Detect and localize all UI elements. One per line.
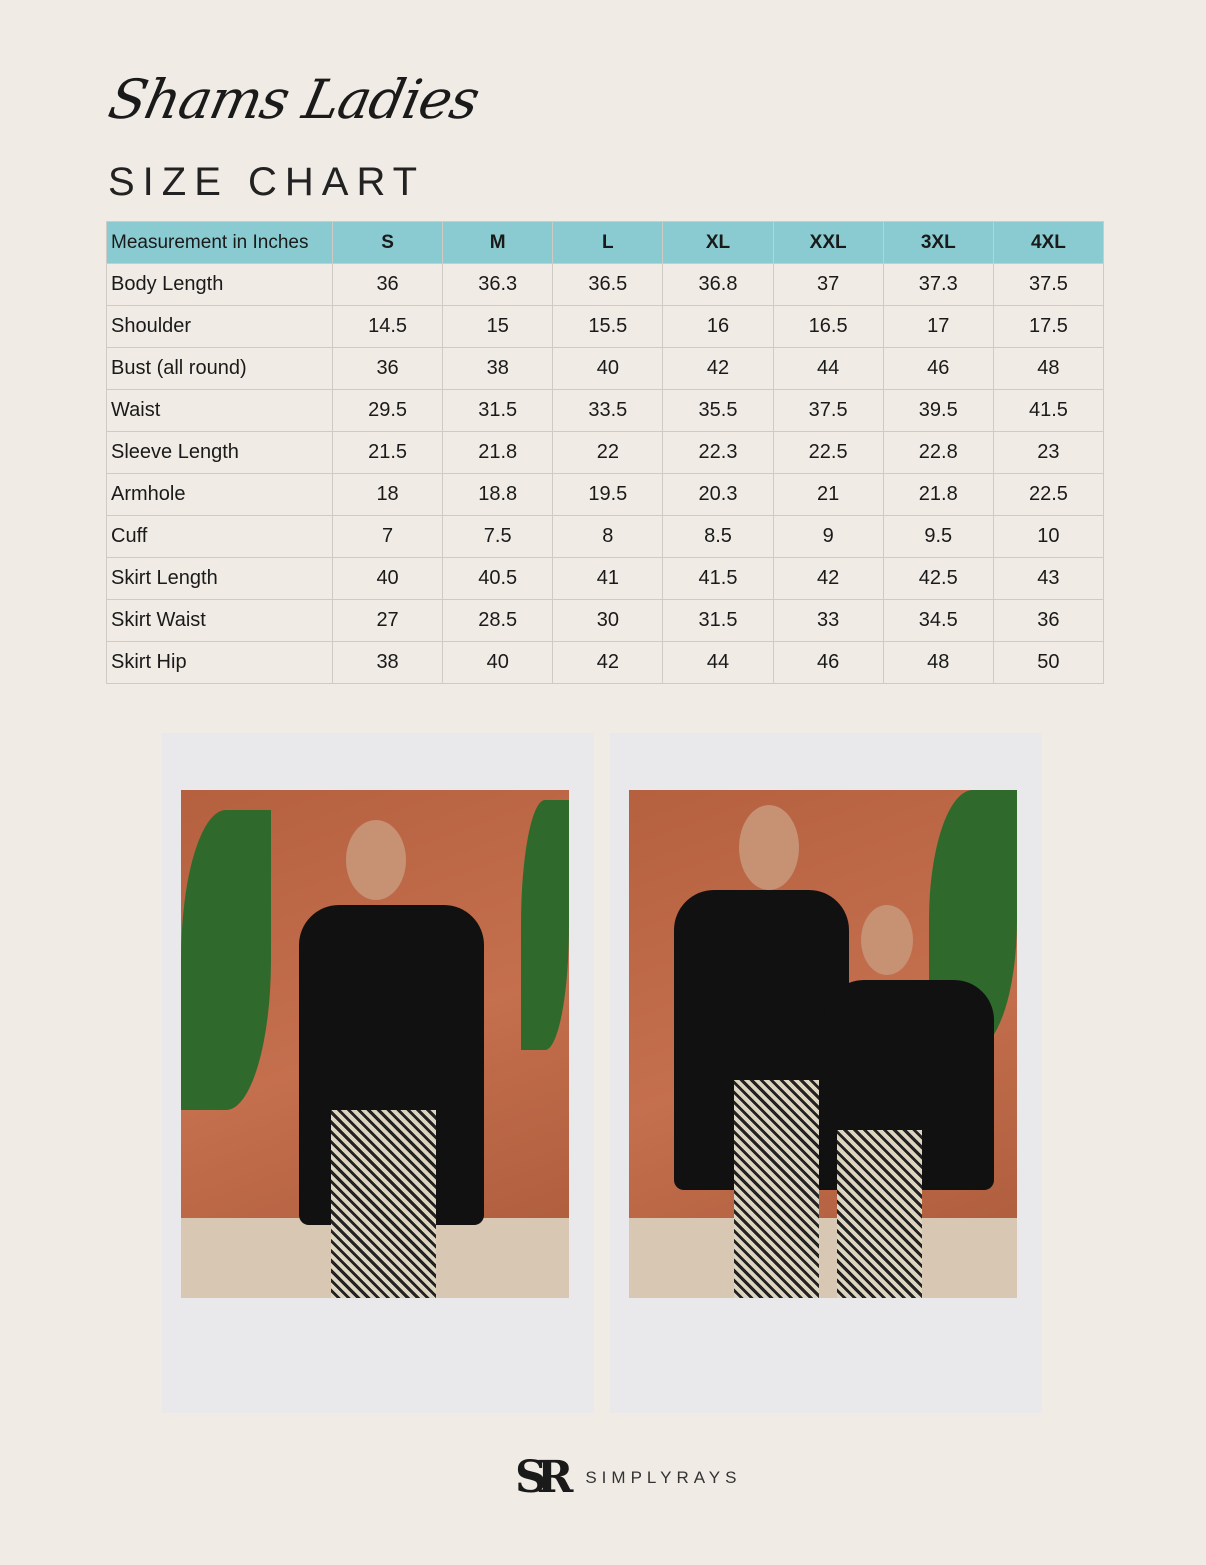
size-value-cell: 40 xyxy=(333,558,443,600)
measurement-label: Shoulder xyxy=(107,306,333,348)
size-column-header: L xyxy=(553,222,663,264)
size-value-cell: 33 xyxy=(773,600,883,642)
size-value-cell: 48 xyxy=(993,348,1103,390)
size-value-cell: 40 xyxy=(443,642,553,684)
size-value-cell: 20.3 xyxy=(663,474,773,516)
size-value-cell: 27 xyxy=(333,600,443,642)
size-value-cell: 34.5 xyxy=(883,600,993,642)
size-value-cell: 7 xyxy=(333,516,443,558)
table-row xyxy=(107,264,1104,306)
size-value-cell: 36.5 xyxy=(553,264,663,306)
size-value-cell: 22.5 xyxy=(773,432,883,474)
measurement-label: Sleeve Length xyxy=(107,432,333,474)
size-value-cell: 22.3 xyxy=(663,432,773,474)
size-value-cell: 42.5 xyxy=(883,558,993,600)
size-value-cell: 17 xyxy=(883,306,993,348)
size-value-cell: 31.5 xyxy=(443,390,553,432)
size-value-cell: 36 xyxy=(993,600,1103,642)
size-value-cell: 22.5 xyxy=(993,474,1103,516)
size-value-cell: 42 xyxy=(553,642,663,684)
size-value-cell: 37.5 xyxy=(993,264,1103,306)
size-value-cell: 36 xyxy=(333,348,443,390)
size-value-cell: 8.5 xyxy=(663,516,773,558)
size-value-cell: 36.8 xyxy=(663,264,773,306)
size-value-cell: 43 xyxy=(993,558,1103,600)
size-value-cell: 28.5 xyxy=(443,600,553,642)
size-value-cell: 44 xyxy=(773,348,883,390)
size-value-cell: 37.5 xyxy=(773,390,883,432)
size-value-cell: 21.8 xyxy=(443,432,553,474)
measurement-column-header: Measurement in Inches xyxy=(107,222,333,264)
size-value-cell: 39.5 xyxy=(883,390,993,432)
table-row xyxy=(107,642,1104,684)
size-value-cell: 22.8 xyxy=(883,432,993,474)
size-value-cell: 46 xyxy=(773,642,883,684)
size-value-cell: 9 xyxy=(773,516,883,558)
size-value-cell: 17.5 xyxy=(993,306,1103,348)
photo-frame-1 xyxy=(162,733,594,1413)
size-value-cell: 40.5 xyxy=(443,558,553,600)
size-value-cell: 21.5 xyxy=(333,432,443,474)
size-value-cell: 42 xyxy=(663,348,773,390)
size-value-cell: 35.5 xyxy=(663,390,773,432)
size-value-cell: 15 xyxy=(443,306,553,348)
size-column-header: 3XL xyxy=(883,222,993,264)
measurement-label: Body Length xyxy=(107,264,333,306)
brand-name: SIMPLYRAYS xyxy=(585,1467,742,1487)
size-chart-table xyxy=(106,221,1104,684)
table-row xyxy=(107,306,1104,348)
size-value-cell: 37 xyxy=(773,264,883,306)
table-row xyxy=(107,390,1104,432)
size-column-header: M xyxy=(443,222,553,264)
size-value-cell: 50 xyxy=(993,642,1103,684)
size-value-cell: 41.5 xyxy=(993,390,1103,432)
table-row xyxy=(107,474,1104,516)
measurement-label: Waist xyxy=(107,390,333,432)
size-value-cell: 31.5 xyxy=(663,600,773,642)
size-value-cell: 33.5 xyxy=(553,390,663,432)
collection-title: Shams Ladies xyxy=(103,68,485,131)
size-value-cell: 42 xyxy=(773,558,883,600)
table-header-row xyxy=(107,222,1104,264)
size-value-cell: 36 xyxy=(333,264,443,306)
size-value-cell: 38 xyxy=(333,642,443,684)
size-value-cell: 30 xyxy=(553,600,663,642)
size-value-cell: 46 xyxy=(883,348,993,390)
size-value-cell: 7.5 xyxy=(443,516,553,558)
size-column-header: 4XL xyxy=(993,222,1103,264)
product-photo-mother-daughter xyxy=(629,790,1017,1298)
size-value-cell: 41.5 xyxy=(663,558,773,600)
measurement-label: Cuff xyxy=(107,516,333,558)
size-value-cell: 10 xyxy=(993,516,1103,558)
size-chart-heading: SIZE CHART xyxy=(108,160,426,204)
product-photo-single-model xyxy=(181,790,569,1298)
size-value-cell: 16.5 xyxy=(773,306,883,348)
size-value-cell: 15.5 xyxy=(553,306,663,348)
logo-mark: SR xyxy=(515,1452,564,1503)
size-value-cell: 29.5 xyxy=(333,390,443,432)
table-row xyxy=(107,516,1104,558)
measurement-label: Armhole xyxy=(107,474,333,516)
size-column-header: XL xyxy=(663,222,773,264)
size-value-cell: 38 xyxy=(443,348,553,390)
size-value-cell: 22 xyxy=(553,432,663,474)
size-value-cell: 18 xyxy=(333,474,443,516)
measurement-label: Skirt Length xyxy=(107,558,333,600)
size-value-cell: 48 xyxy=(883,642,993,684)
size-value-cell: 40 xyxy=(553,348,663,390)
photo-frame-2 xyxy=(610,733,1042,1413)
size-value-cell: 21.8 xyxy=(883,474,993,516)
size-value-cell: 23 xyxy=(993,432,1103,474)
size-value-cell: 36.3 xyxy=(443,264,553,306)
table-row xyxy=(107,432,1104,474)
size-column-header: S xyxy=(333,222,443,264)
table-row xyxy=(107,600,1104,642)
table-row xyxy=(107,348,1104,390)
size-value-cell: 14.5 xyxy=(333,306,443,348)
measurement-label: Skirt Hip xyxy=(107,642,333,684)
size-value-cell: 9.5 xyxy=(883,516,993,558)
size-value-cell: 44 xyxy=(663,642,773,684)
size-value-cell: 18.8 xyxy=(443,474,553,516)
brand-logo xyxy=(515,1452,741,1503)
measurement-label: Bust (all round) xyxy=(107,348,333,390)
measurement-label: Skirt Waist xyxy=(107,600,333,642)
table-row xyxy=(107,558,1104,600)
size-value-cell: 16 xyxy=(663,306,773,348)
size-value-cell: 21 xyxy=(773,474,883,516)
size-value-cell: 8 xyxy=(553,516,663,558)
size-value-cell: 41 xyxy=(553,558,663,600)
size-value-cell: 37.3 xyxy=(883,264,993,306)
size-value-cell: 19.5 xyxy=(553,474,663,516)
size-column-header: XXL xyxy=(773,222,883,264)
